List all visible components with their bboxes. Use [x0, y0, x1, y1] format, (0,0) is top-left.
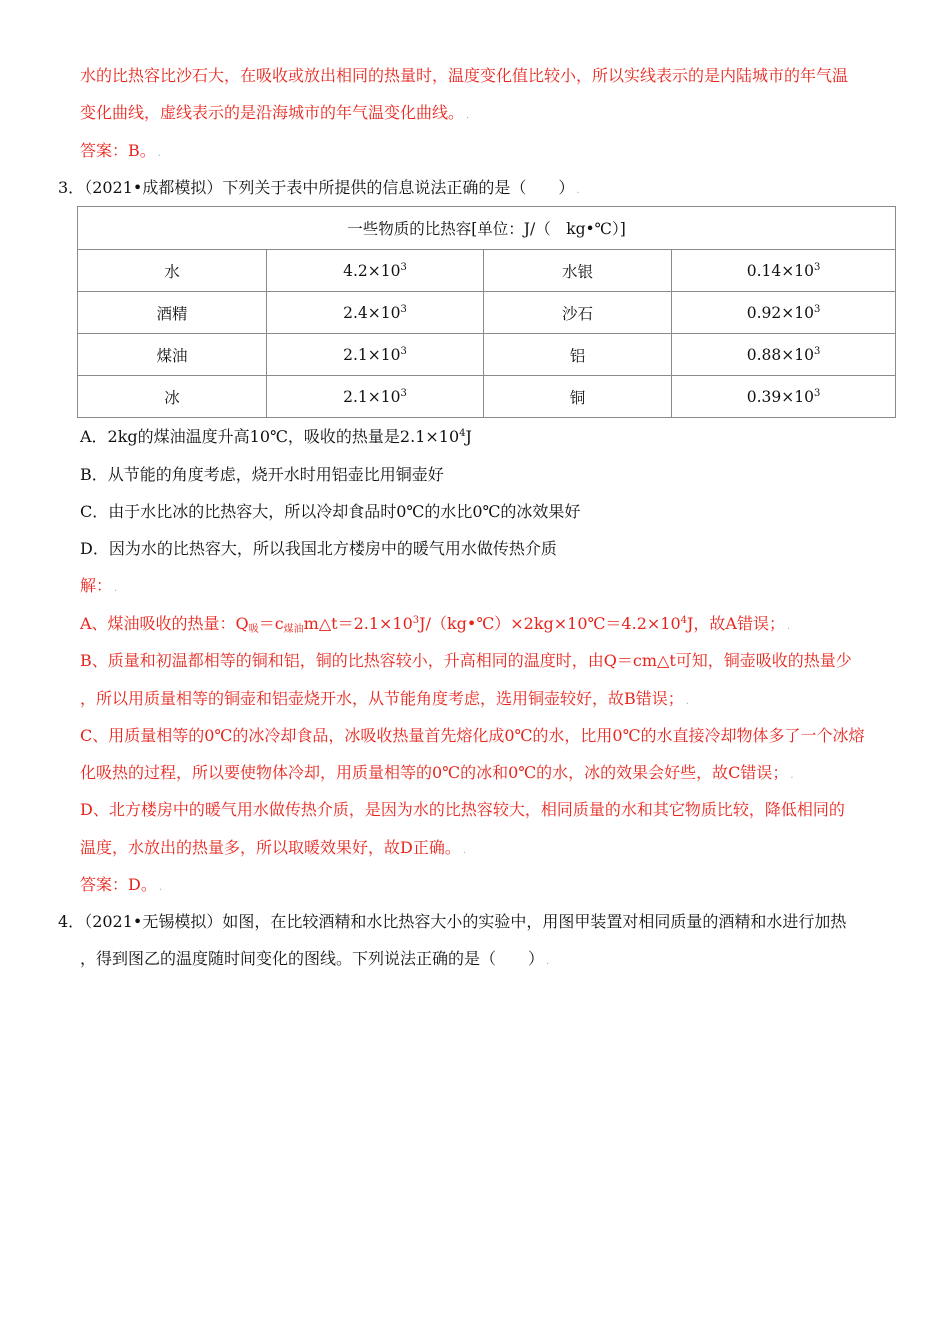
question-number: 3． — [58, 178, 85, 197]
option-b: B．从节能的角度考虑，烧开水时用铝壶比用铜壶好 — [80, 465, 444, 484]
question-4-stem-line-2: ，得到图乙的温度随时间变化的图线。下列说法正确的是（ ） . — [80, 949, 550, 968]
substance-name: 煤油 — [78, 334, 267, 376]
substance-name: 铝 — [484, 334, 672, 376]
specific-heat-value: $0.92\times 10^3$ — [672, 292, 896, 334]
solution-a: A、煤油吸收的热量：$Q_吸=c_{煤油}m\triangle t=2.1\times 10^3J/(kg•℃)\times 2kg\times 10℃=4.2\times 10^4J$，故A错误； . — [80, 614, 791, 635]
substance-name: 酒精 — [78, 292, 267, 334]
prev-answer: 答案：B。 . — [80, 141, 161, 160]
solution-b-line-1: B、质量和初温都相等的铜和铝，铜的比热容较小，升高相同的温度时，由Q＝cm△t可知，铜壶吸收的热量少 — [80, 651, 852, 670]
substance-name: 铜 — [484, 376, 672, 418]
option-a: A．2kg的煤油温度升高10℃，吸收的热量是$2.1\times 10^4J$ — [80, 427, 472, 446]
solution-d-line-1: D、北方楼房中的暖气用水做传热介质，是因为水的比热容较大，相同质量的水和其它物质比较，降低相同的 — [80, 800, 845, 819]
table-row — [78, 376, 896, 418]
solution-label: 解： . — [80, 576, 118, 595]
table-caption: 一些物质的比热容[单位：J/（ kg•℃）] — [78, 207, 896, 250]
answer-q3: 答案：D。 . — [80, 875, 163, 894]
prev-solution-line-2: 变化曲线，虚线表示的是沿海城市的年气温变化曲线。 . — [80, 103, 470, 122]
option-c: C．由于水比冰的比热容大，所以冷却食品时0℃的水比0℃的冰效果好 — [80, 502, 581, 521]
specific-heat-value: $2.4\times 10^3$ — [267, 292, 484, 334]
substance-name: 水 — [78, 250, 267, 292]
table-row — [78, 292, 896, 334]
solution-d-line-2: 温度，水放出的热量多，所以取暖效果好，故D正确。 . — [80, 838, 467, 857]
table-row — [78, 334, 896, 376]
solution-c-line-2: 化吸热的过程，所以要使物体冷却，用质量相等的0℃的冰和0℃的水，冰的效果会好些，故C错误； . — [80, 763, 794, 782]
specific-heat-value: $0.88\times 10^3$ — [672, 334, 896, 376]
specific-heat-table — [77, 206, 896, 418]
substance-name: 水银 — [484, 250, 672, 292]
option-d: D．因为水的比热容大，所以我国北方楼房中的暖气用水做传热介质 — [80, 539, 557, 558]
prev-solution-line-1: 水的比热容比沙石大，在吸收或放出相同的热量时，温度变化值比较小，所以实线表示的是内陆城市的年气温 — [80, 66, 849, 85]
specific-heat-value: $0.39\times 10^3$ — [672, 376, 896, 418]
specific-heat-value: $2.1\times 10^3$ — [267, 334, 484, 376]
specific-heat-value: $4.2\times 10^3$ — [267, 250, 484, 292]
substance-name: 冰 — [78, 376, 267, 418]
table-row — [78, 250, 896, 292]
solution-c-line-1: C、用质量相等的0℃的冰冷却食品，冰吸收热量首先熔化成0℃的水，比用0℃的水直接冷却物体多了一个冰熔 — [80, 726, 865, 745]
substance-name: 沙石 — [484, 292, 672, 334]
question-4-stem-line-1: 4．（2021•无锡模拟）如图，在比较酒精和水比热容大小的实验中，用图甲装置对相同质量的酒精和水进行加热 — [58, 912, 847, 931]
specific-heat-value: $2.1\times 10^3$ — [267, 376, 484, 418]
question-number: 4． — [58, 912, 85, 931]
specific-heat-value: $0.14\times 10^3$ — [672, 250, 896, 292]
question-3-stem: 3．（2021•成都模拟）下列关于表中所提供的信息说法正确的是（ ） . — [58, 178, 580, 197]
solution-b-line-2: ，所以用质量相等的铜壶和铝壶烧开水，从节能角度考虑，选用铜壶较好，故B错误； . — [80, 689, 689, 708]
